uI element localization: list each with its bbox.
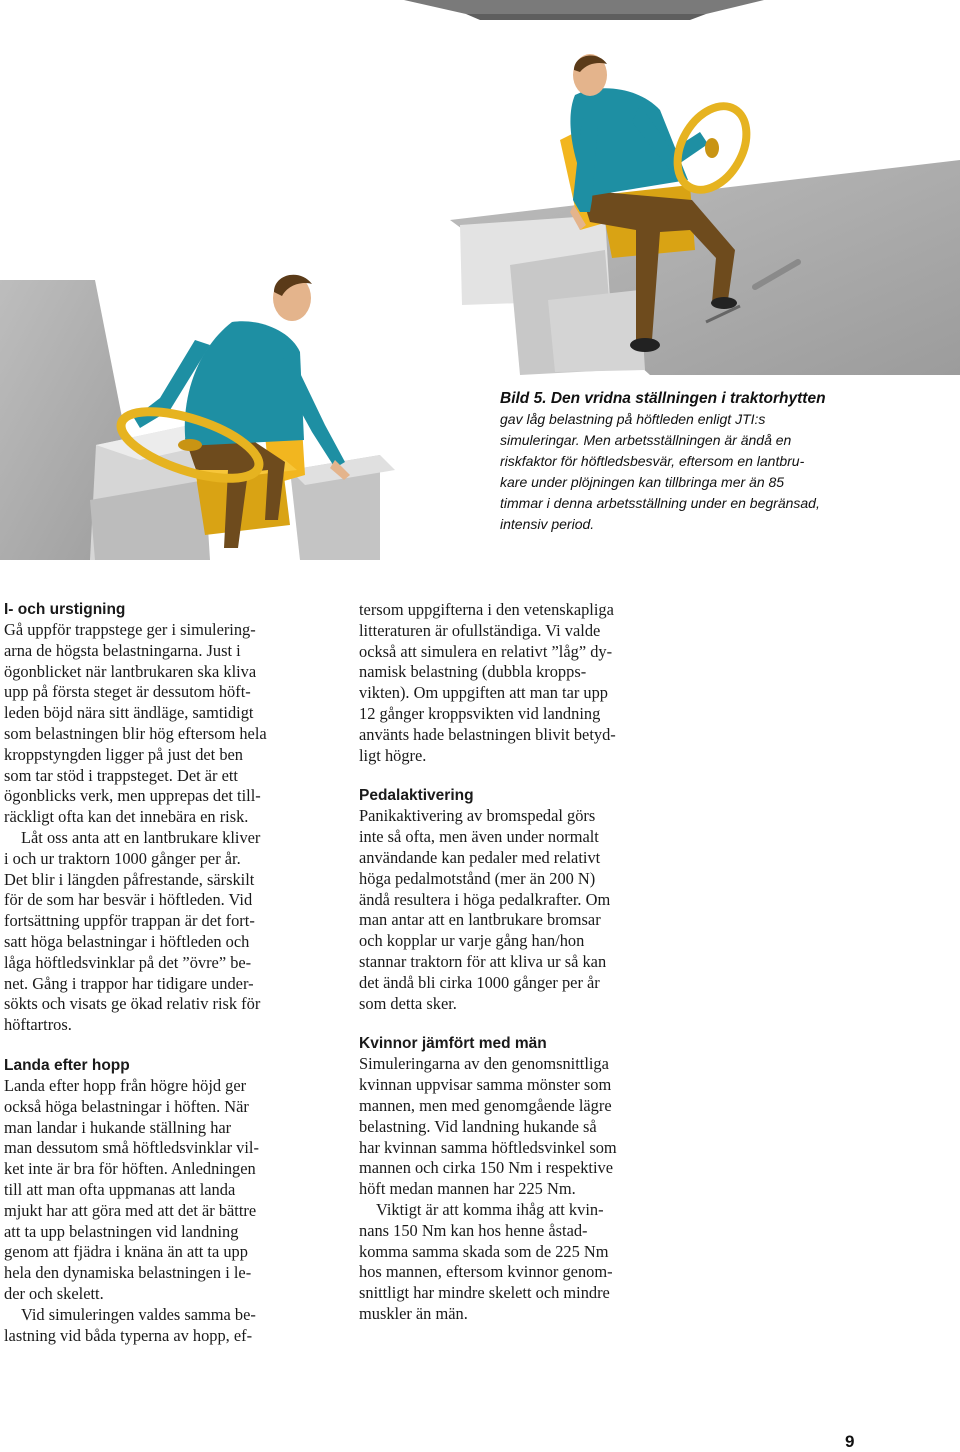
paragraph [4,1305,334,1347]
text-line: tersom uppgifterna i den vetenskapliga [359,600,614,619]
text-line: hela den dynamiska belastningen i le- [4,1263,252,1283]
text-line: ligt högre. [359,745,427,765]
right-text-column [359,600,689,1325]
caption-line: kare under plöjningen kan tillbringa mer än 85 [500,474,785,490]
text-line: kroppstyngden ligger på just det ben [4,744,243,764]
person-seated-scene [450,54,960,375]
text-line: Låt oss anta att en lantbrukare kliver [21,827,261,847]
cab-roof-edge [466,14,706,20]
caption-title: Bild 5. Den vridna ställningen i traktorhytten [500,390,826,407]
page-number: 9 [845,1432,855,1451]
text-line: der och skelett. [4,1283,104,1303]
text-line: litteraturen är ofullständiga. Vi valde [359,620,601,640]
right-steering-hub [705,138,719,158]
text-line: räckligt ofta kan det innebära en risk. [4,807,249,827]
text-line: kvinnan uppvisar samma mönster som [359,1075,612,1095]
text-line: man antar att en lantbrukare bromsar [359,910,601,930]
text-line: lastning vid båda typerna av hopp, ef- [4,1325,253,1345]
text-line: det ändå bli cirka 1000 gånger per år [359,972,600,992]
paragraph [359,1054,689,1200]
text-line: namisk belastning (dubbla kropps- [359,662,587,682]
text-line: Viktigt är att komma ihåg att kvin- [376,1199,604,1219]
text-line: använts hade belastningen blivit betyd- [359,724,616,744]
caption-line: timmar i denna arbetsställning under en begränsad, [500,495,820,511]
caption-line: simuleringar. Men arbetsställningen är ändå en [500,432,792,448]
text-line: sökts och visats ge ökad relativ risk för [4,994,261,1014]
text-line: användande kan pedaler med relativt [359,847,601,867]
text-line: som tar stöd i trappsteget. Det är ett [4,765,238,785]
text-line: net. Gång i trappor har tidigare under- [4,973,254,993]
text-line: komma samma skada som de 225 Nm [359,1241,609,1261]
text-line: stannar traktorn för att kliva ur så kan [359,951,607,971]
text-line: och kopplar ur varje gång han/hon [359,931,585,951]
text-line: låga höftledsvinklar på det ”övre” be- [4,952,252,972]
person-climbing-scene [0,275,395,560]
text-line: höga pedalmotstånd (mer än 200 N) [359,868,596,888]
text-line: 12 gånger kroppsvikten vid landning [359,703,601,723]
paragraph [4,620,334,828]
text-line: höft medan mannen har 225 Nm. [359,1179,576,1199]
text-line: satt höga belastningar i höftleden och [4,931,250,951]
text-line: Panikaktivering av bromspedal görs [359,806,596,826]
text-line: man landar i hukande ställning har [4,1117,232,1137]
caption-line: gav låg belastning på höftleden enligt JTI:s [500,411,766,427]
text-line: också höga belastningar i höften. När [4,1096,249,1116]
heading-women-vs-men: Kvinnor jämfört med män [359,1035,547,1053]
caption-line: intensiv period. [500,516,595,532]
text-line: belastning. Vid landning hukande så [359,1116,597,1136]
text-line: snittligt har mindre skelett och mindre [359,1283,610,1303]
text-line: genom att fjädra i knäna än att ta upp [4,1242,248,1262]
text-line: man dessutom små höftledsvinklar vil- [4,1138,259,1158]
text-line: Simuleringarna av den genomsnittliga [359,1054,609,1074]
text-line: vikten). Om uppgiften att man tar upp [359,683,608,703]
heading-landing-after-jump: Landa efter hopp [4,1056,130,1074]
paragraph [4,1076,334,1305]
paragraph [4,828,334,1036]
text-line: att ta upp belastningen vid landning [4,1221,239,1241]
left-steering-hub [178,439,202,451]
text-line: ögonblicket när lantbrukaren ska kliva [4,661,257,681]
text-line: ket inte är bra för höften. Anledningen [4,1159,256,1179]
heading-entry-exit: I- och urstigning [4,601,126,618]
text-line: Vid simuleringen valdes samma be- [21,1304,256,1324]
text-line: Det blir i längden påfrestande, särskilt [4,869,255,889]
paragraph [359,1200,689,1325]
text-line: för de som har besvär i höftleden. Vid [4,890,253,910]
text-line: Landa efter hopp från högre höjd ger [4,1075,247,1095]
text-line: mannen, men med genomgående lägre [359,1095,612,1115]
text-line: har kvinnan samma höftledsvinkel som [359,1137,617,1157]
text-line: höftartros. [4,1015,72,1035]
text-line: Gå uppför trappstege ger i simulering- [4,620,256,639]
text-line: mannen och cirka 150 Nm i respektive [359,1158,613,1178]
heading-pedal-activation: Pedalaktivering [359,787,474,805]
cab-roof [404,0,764,14]
figure-caption [500,388,872,535]
text-line: leden böjd nära sitt ändläge, samtidigt [4,703,254,723]
paragraph [359,600,689,766]
text-line: mjukt har att göra med att det är bättre [4,1200,257,1220]
text-line: som detta sker. [359,993,457,1013]
text-line: ändå resultera i höga pedalkrafter. Om [359,889,611,909]
text-line: upp på första steget är dessutom höft- [4,682,251,702]
text-line: arna de högsta belastningarna. Just i [4,640,241,660]
left-text-column [4,600,334,1346]
text-line: också att simulera en relativt ”låg” dy- [359,641,613,661]
text-line: ögonblicks verk, men upprepas det till- [4,786,261,806]
text-line: i och ur traktorn 1000 gånger per år. [4,848,241,868]
right-person-shoe [630,338,660,352]
text-line: till att man ofta uppmanas att landa [4,1179,236,1199]
text-line: muskler än män. [359,1303,468,1323]
right-person-shoe-2 [711,297,737,309]
text-line: hos mannen, eftersom kvinnor genom- [359,1262,613,1282]
upper-step-low [548,290,645,372]
text-line: inte så ofta, men även under normalt [359,827,599,847]
text-line: nans 150 Nm kan hos henne åstad- [359,1220,588,1240]
text-line: fortsättning uppför trappan är det fort- [4,911,255,931]
text-line: som belastningen blir hög eftersom hela [4,723,267,743]
caption-line: riskfaktor för höftledsbesvär, eftersom en lantbru- [500,453,805,469]
paragraph [359,806,689,1014]
